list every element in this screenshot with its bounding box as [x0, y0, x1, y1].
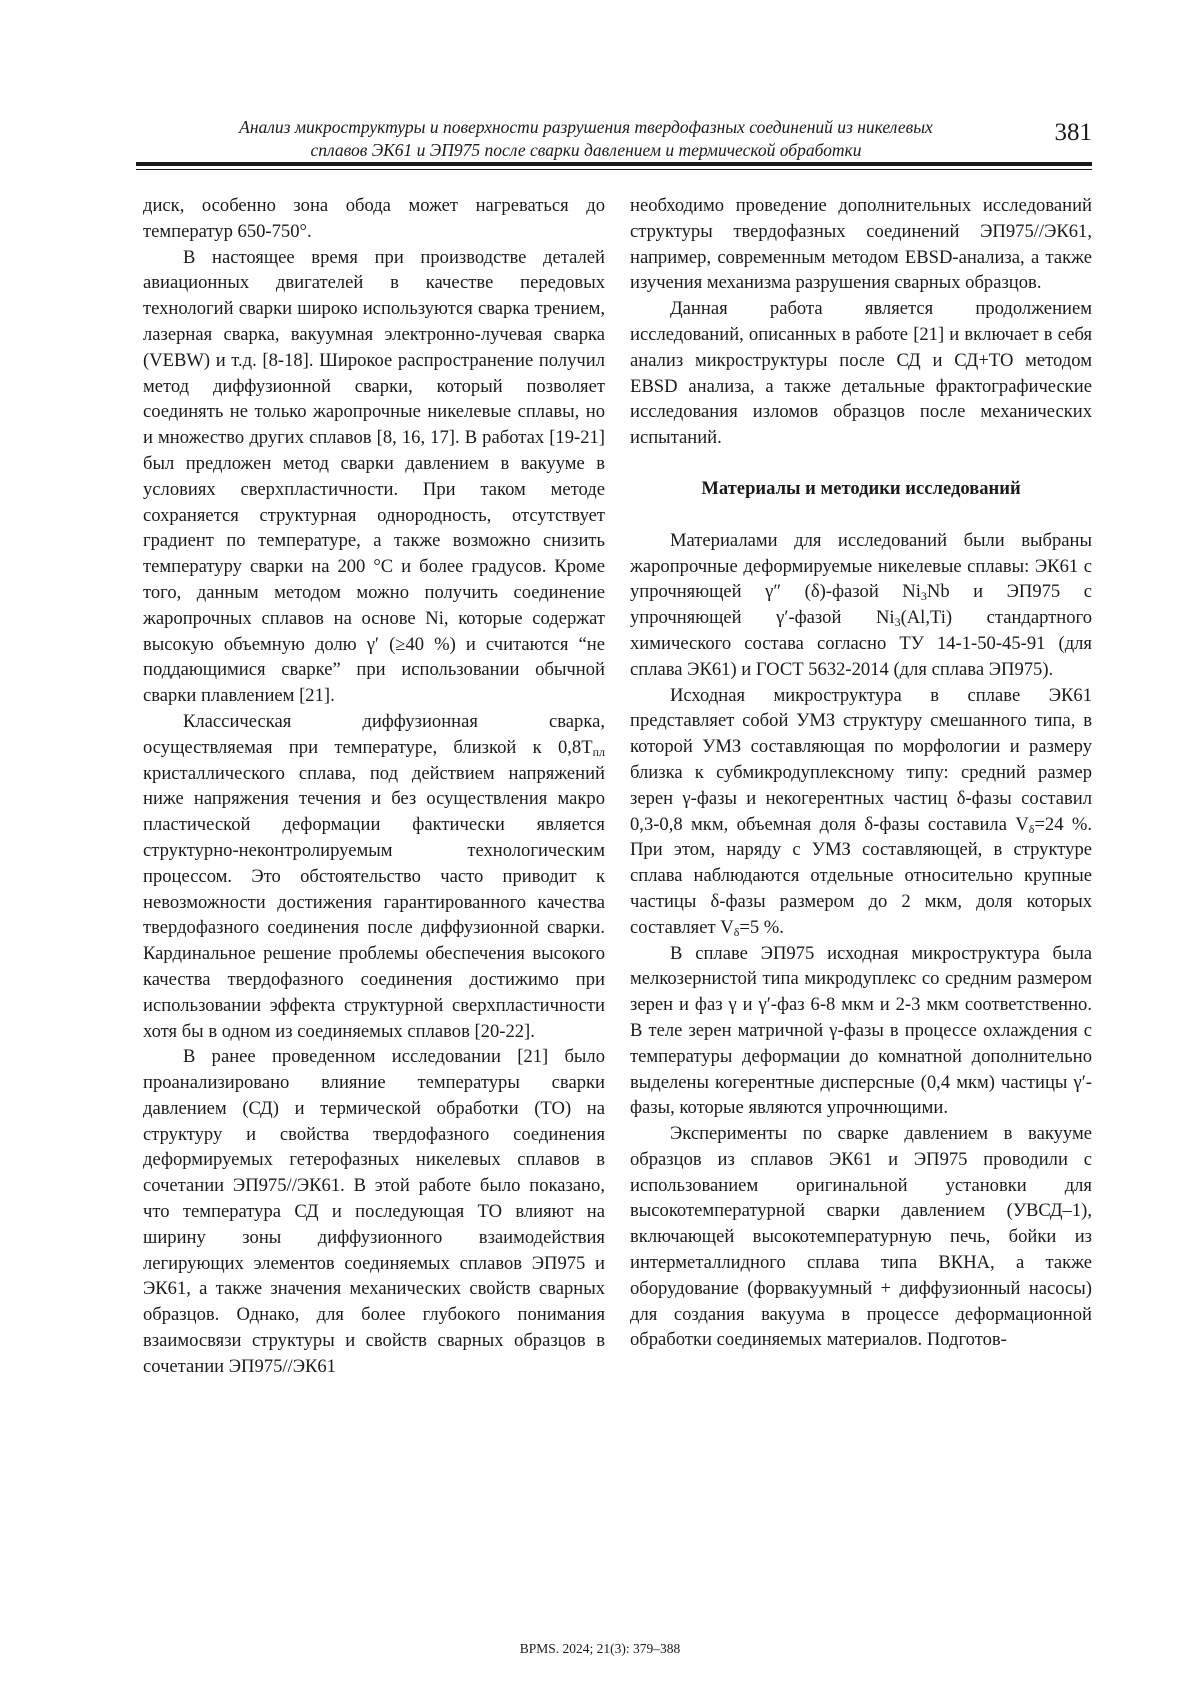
header-rule-thick [136, 162, 1092, 166]
subscript: δ [733, 924, 740, 939]
running-title-line-2: сплавов ЭК61 и ЭП975 после сварки давлением и термической обработки [310, 140, 862, 160]
page-number: 381 [1054, 119, 1092, 146]
text-run: кристаллического сплава, под действием напряжений ниже напряжения течения и без осуществления макро пластической деформации фактически является структурно-неконтролируемым технологическим процессом. Это обстоятельство часто приводит к невозможности достижения гарантированного качества твердофазного соединения после диффузионной сварки. Кардинальное решение проблемы обеспечения высокого качества твердофазного соединения достижимо при использовании эффекта структурной сверхпластичности хотя бы в одном из соединяемых сплавов [20-22]. [143, 762, 605, 1042]
text-run: =5 %. [739, 916, 784, 938]
paragraph: необходимо проведение дополнительных исследований структуры твердофазных соединений ЭП975//ЭК61, например, современным методом EBSD-анализа, а также изучения механизма разрушения сварных образцов. [630, 195, 1092, 294]
running-title [136, 116, 1036, 162]
paragraph: В настоящее время при производстве деталей авиационных двигателей в качестве передовых технологий сварки широко используются сварка трением, лазерная сварка, вакуумная электронно-лучевая сварка (VEBW) и т.д. [8-18]. Широкое распространение получил метод диффузионной сварки, который позволяет соединять не только жаропрочные никелевые сплавы, но и множество других сплавов [8, 16, 17]. В работах [19-21] был предложен метод сварки давлением в вакууме в условиях сверхпластичности. При таком методе сохраняется структурная однородность, отсутствует градиент по температуре, а также возможно снизить температуру сварки на 200 °С и более градусов. Кроме того, данным методом можно получить соединение жаропрочных сплавов на основе Ni, которые содержат высокую объемную долю γ′ (≥40 %) и считаются “не поддающимися сварке” при использовании обычной сварки плавлением [21]. [143, 246, 605, 707]
text-run: Исходная микроструктура в сплаве ЭК61 представляет собой УМЗ структуру смешанного типа, в которой УМЗ составляющая по морфологии и размеру близка к субмикродуплексному типу: средний размер зерен γ-фазы и некогерентных частиц δ-фазы составил 0,3-0,8 мкм, объемная доля δ-фазы составила V [630, 684, 1092, 835]
paragraph: Данная работа является продолжением исследований, описанных в работе [21] и включает в себя анализ микроструктуры после СД и СД+ТО методом EBSD анализа, а также детальные фрактографические исследования изломов образцов после механических испытаний. [630, 298, 1092, 449]
header-rule-thin [136, 169, 1092, 170]
text-run: =24 %. При этом, наряду с УМЗ составляющей, в структуре сплава наблюдаются отдельные относительно крупные частицы δ-фазы размером до 2 мкм, доля которых составляет V [630, 813, 1092, 938]
paragraph [143, 709, 605, 1044]
left-column [143, 193, 605, 1380]
text-run: Классическая диффузионная сварка, осуществляемая при температуре, близкой к 0,8T [143, 710, 605, 758]
section-heading: Материалы и методики исследований [701, 477, 1021, 499]
text-run: (Al,Ti) стандартного химического состава согласно ТУ 14-1-50-45-91 (для сплава ЭК61) и ГОСТ 5632-2014 (для сплава ЭП975). [630, 607, 1092, 680]
text-run: Материалами для исследований были выбраны жаропрочные деформируемые никелевые сплавы: ЭК61 с упрочняющей γ″ (δ)-фазой Ni [630, 529, 1092, 603]
right-column [630, 193, 1092, 1353]
subscript: пл [592, 744, 605, 759]
paragraph: диск, особенно зона обода может нагреваться до температур 650-750°. [143, 195, 605, 242]
paragraph: Эксперименты по сварке давлением в вакууме образцов из сплавов ЭК61 и ЭП975 проводили с использованием оригинальной установки для высокотемпературной сварки давлением (УВСД–1), включающей высокотемпературную печь, бойки из интерметаллидного сплава типа ВКНА, а также оборудование (форвакуумный + диффузионный насосы) для создания вакуума в процессе деформационной обработки соединяемых материалов. Подготов- [630, 1123, 1092, 1351]
paragraph: В ранее проведенном исследовании [21] было проанализировано влияние температуры сварки давлением (СД) и термической обработки (ТО) на структуру и свойства твердофазного соединения деформируемых гетерофазных никелевых сплавов в сочетании ЭП975//ЭК61. В этой работе было показано, что температура СД и последующая ТО влияют на ширину зоны диффузионного взаимодействия легирующих элементов соединяемых сплавов ЭП975 и ЭК61, а также значения механических свойств сварных образцов. Однако, для более глубокого понимания взаимосвязи структуры и свойств сварных образцов в сочетании ЭП975//ЭК61 [143, 1046, 605, 1377]
paragraph [630, 528, 1092, 683]
text-run: Nb и ЭП975 с упрочняющей γ′-фазой Ni [630, 581, 1092, 629]
footer-citation: BPMS. 2024; 21(3): 379–388 [519, 1641, 681, 1656]
paragraph: В сплаве ЭП975 исходная микроструктура была мелкозернистой типа микродуплекс со средним размером зерен и фаз γ и γ′-фаз 6-8 мкм и 2-3 мкм соответственно. В теле зерен матричной γ-фазы в процессе охлаждения с температуры деформации до комнатной дополнительно выделены когерентные дисперсные (0,4 мкм) частицы γ′-фазы, которые являются упрочнющими. [630, 942, 1092, 1119]
subscript: δ [1028, 821, 1035, 836]
paragraph [630, 683, 1092, 941]
subscript: 3 [920, 589, 927, 604]
running-header [136, 116, 1092, 164]
running-title-line-1: Анализ микроструктуры и поверхности разрушения твердофазных соединений из никелевых [239, 117, 933, 137]
subscript: 3 [894, 615, 901, 630]
